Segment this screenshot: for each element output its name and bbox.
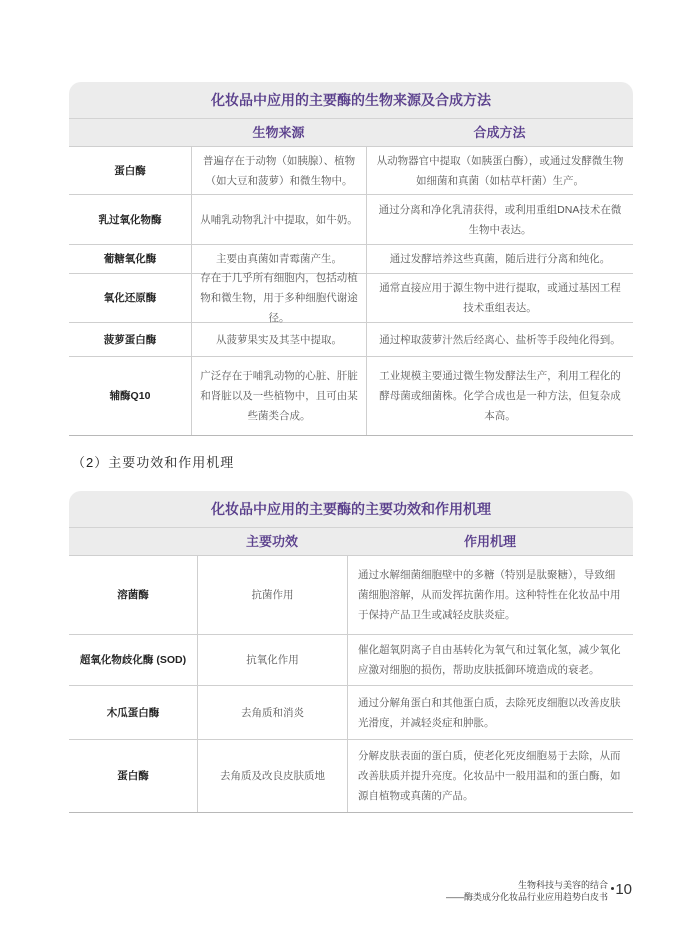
cell-name: 溶菌酶 — [117, 589, 149, 601]
table-enzyme-effects — [69, 491, 633, 813]
header-effect: 主要功效 — [245, 534, 298, 549]
page-number: 10 — [615, 881, 632, 898]
header-method: 合成方法 — [473, 125, 526, 140]
table-row — [69, 356, 633, 435]
table-row — [69, 685, 633, 739]
header-blank — [69, 119, 191, 146]
table-row — [69, 555, 633, 634]
footer-line-1: 生物科技与美容的结合 — [517, 880, 608, 890]
footer-line-2: ——酶类成分化妆品行业应用趋势白皮书 — [445, 892, 608, 902]
table-title: 化妆品中应用的主要酶的生物来源及合成方法 — [69, 82, 633, 118]
cell-method: 通过榨取菠萝汁然后经离心、盐析等手段纯化得到。 — [366, 323, 633, 356]
cell-mechanism: 分解皮肤表面的蛋白质，使老化死皮细胞易于去除，从而改善肤质并提升亮度。化妆品中一般用温和的蛋白酶，如源自植物或真菌的产品。 — [347, 740, 633, 812]
cell-name: 辅酶Q10 — [109, 390, 151, 402]
cell-name: 木瓜蛋白酶 — [106, 706, 160, 719]
cell-mechanism: 催化超氧阴离子自由基转化为氧气和过氧化氢，减少氧化应激对细胞的损伤，帮助皮肤抵御环境造成的衰老。 — [347, 635, 633, 685]
cell-source: 从菠萝果实及其茎中提取。 — [191, 323, 366, 356]
table-row — [69, 194, 633, 244]
table-row — [69, 322, 633, 356]
header-mechanism: 作用机理 — [463, 534, 516, 549]
cell-mechanism: 通过分解角蛋白和其他蛋白质，去除死皮细胞以改善皮肤光滑度，并减轻炎症和肿胀。 — [347, 686, 633, 739]
header-blank — [69, 528, 197, 555]
cell-source: 从哺乳动物乳汁中提取，如牛奶。 — [191, 195, 366, 244]
table-row — [69, 273, 633, 322]
footer-title — [446, 879, 608, 903]
header-source: 生物来源 — [252, 125, 305, 140]
cell-name: 葡糖氧化酶 — [103, 253, 157, 265]
cell-effect: 去角质及改良皮肤质地 — [197, 740, 347, 812]
table-header — [69, 118, 633, 146]
cell-name: 氧化还原酶 — [103, 292, 157, 304]
table-row — [69, 634, 633, 685]
cell-source: 普遍存在于动物（如胰腺）、植物（如大豆和菠萝）和微生物中。 — [191, 147, 366, 194]
table-header — [69, 527, 633, 555]
cell-name: 超氧化物歧化酶 (SOD) — [79, 654, 187, 666]
section-heading: （2）主要功效和作用机理 — [72, 455, 235, 470]
cell-method: 通常直接应用于源生物中进行提取，或通过基因工程技术重组表达。 — [366, 274, 633, 322]
table-enzyme-sources — [69, 82, 633, 436]
cell-name: 乳过氧化物酶 — [98, 213, 162, 226]
cell-source: 主要由真菌如青霉菌产生。 — [191, 245, 366, 273]
cell-name: 菠萝蛋白酶 — [103, 333, 157, 346]
cell-method: 通过发酵培养这些真菌，随后进行分离和纯化。 — [366, 245, 633, 273]
table-title: 化妆品中应用的主要酶的主要功效和作用机理 — [69, 491, 633, 527]
cell-method: 通过分离和净化乳清获得，或利用重组DNA技术在微生物中表达。 — [366, 195, 633, 244]
footer-dot — [611, 887, 614, 890]
cell-mechanism: 通过水解细菌细胞壁中的多糖（特别是肽聚糖），导致细菌细胞溶解，从而发挥抗菌作用。这种特性在化妆品中用于保持产品卫生或减轻皮肤炎症。 — [347, 556, 633, 634]
cell-name: 蛋白酶 — [114, 164, 146, 177]
cell-effect: 抗菌作用 — [197, 556, 347, 634]
cell-effect: 去角质和消炎 — [197, 686, 347, 739]
cell-method: 工业规模主要通过微生物发酵法生产，利用工程化的酵母菌或细菌株。化学合成也是一种方法，但复杂成本高。 — [366, 357, 633, 435]
cell-effect: 抗氧化作用 — [197, 635, 347, 685]
cell-name: 蛋白酶 — [117, 770, 149, 782]
cell-method: 从动物器官中提取（如胰蛋白酶），或通过发酵微生物如细菌和真菌（如枯草杆菌）生产。 — [366, 147, 633, 194]
cell-source: 广泛存在于哺乳动物的心脏、肝脏和肾脏以及一些植物中，且可由某些菌类合成。 — [191, 357, 366, 435]
table-row — [69, 739, 633, 812]
cell-source: 存在于几乎所有细胞内，包括动植物和微生物，用于多种细胞代谢途径。 — [191, 274, 366, 322]
table-row — [69, 146, 633, 194]
